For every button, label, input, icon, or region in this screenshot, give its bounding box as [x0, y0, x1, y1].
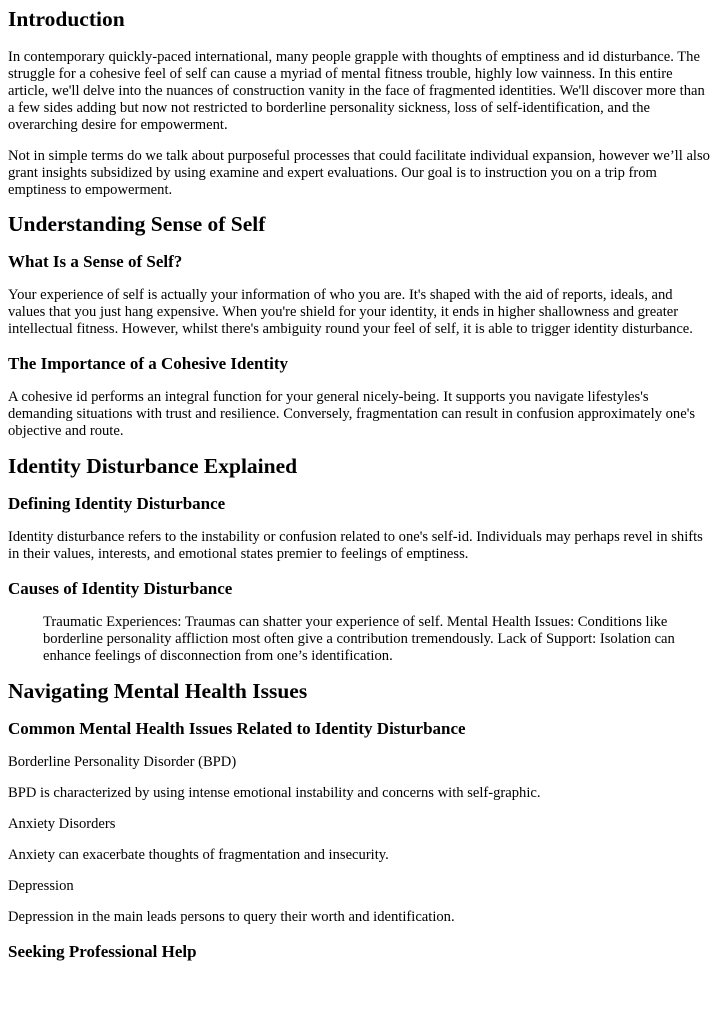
subheading-defining-identity-disturbance: Defining Identity Disturbance [8, 494, 226, 513]
article [0, 7, 712, 962]
heading-understanding-sense-of-self: Understanding Sense of Self [8, 212, 266, 236]
cohesive-identity-paragraph: A cohesive id performs an integral function for your general nicely-being. It supports you navigate lifestyles's demanding situations with trust and resilience. Conversely, fragmentation can result in confusion approximately one's objective and route. [8, 389, 696, 439]
list-item-term: Borderline Personality Disorder (BPD) [8, 754, 237, 770]
list-item-description: BPD is characterized by using intense emotional instability and concerns with self-graphic. [8, 785, 541, 801]
intro-paragraph-2: Not in simple terms do we talk about purposeful processes that could facilitate individual expansion, however we’ll also grant insights subsidized by using examine and expert evaluations. Our goal is to instruction you on a trip from emptiness to empowerment. [8, 148, 710, 198]
list-item-term: Anxiety Disorders [8, 816, 116, 832]
subheading-causes-identity-disturbance: Causes of Identity Disturbance [8, 579, 233, 598]
list-item-description: Depression in the main leads persons to query their worth and identification. [8, 909, 455, 925]
list-item-description: Anxiety can exacerbate thoughts of fragmentation and insecurity. [8, 847, 389, 863]
subheading-what-is-sense-of-self: What Is a Sense of Self? [8, 252, 183, 271]
subheading-importance-cohesive-identity: The Importance of a Cohesive Identity [8, 354, 289, 373]
subheading-common-mental-health-issues: Common Mental Health Issues Related to Identity Disturbance [8, 719, 466, 738]
intro-paragraph-1: In contemporary quickly-paced international, many people grapple with thoughts of emptiness and id disturbance. The struggle for a cohesive feel of self can cause a myriad of mental fitness trouble, highly low vainness. In this entire article, we'll delve into the nuances of construction vanity in the face of fragmented identities. We'll discover more than a few sides adding but now not restricted to borderline personality sickness, loss of self-identification, and the overarching desire for empowerment. [8, 49, 705, 133]
subheading-seeking-professional-help: Seeking Professional Help [8, 942, 197, 961]
heading-navigating-mental-health-issues: Navigating Mental Health Issues [8, 679, 308, 703]
defining-identity-disturbance-paragraph: Identity disturbance refers to the instability or confusion related to one's self-id. Individuals may perhaps revel in shifts in their values, interests, and emotional states premier to feelings of emptiness. [8, 529, 703, 562]
sense-of-self-paragraph: Your experience of self is actually your information of who you are. It's shaped with the aid of reports, ideals, and values that you just hang expensive. When you're shield for your identity, it ends in higher shallowness and greater intellectual fitness. However, whilst there's ambiguity round your feel of self, it is able to trigger identity disturbance. [8, 287, 693, 337]
list-item-term: Depression [8, 878, 74, 894]
heading-introduction: Introduction [8, 7, 125, 31]
causes-blockquote: Traumatic Experiences: Traumas can shatter your experience of self. Mental Health Issues: Conditions like borderline personality affliction most often give a contribution tremendously. Lack of Support: Isolation can enhance feelings of disconnection from one’s identification. [43, 614, 675, 664]
heading-identity-disturbance-explained: Identity Disturbance Explained [8, 454, 298, 478]
